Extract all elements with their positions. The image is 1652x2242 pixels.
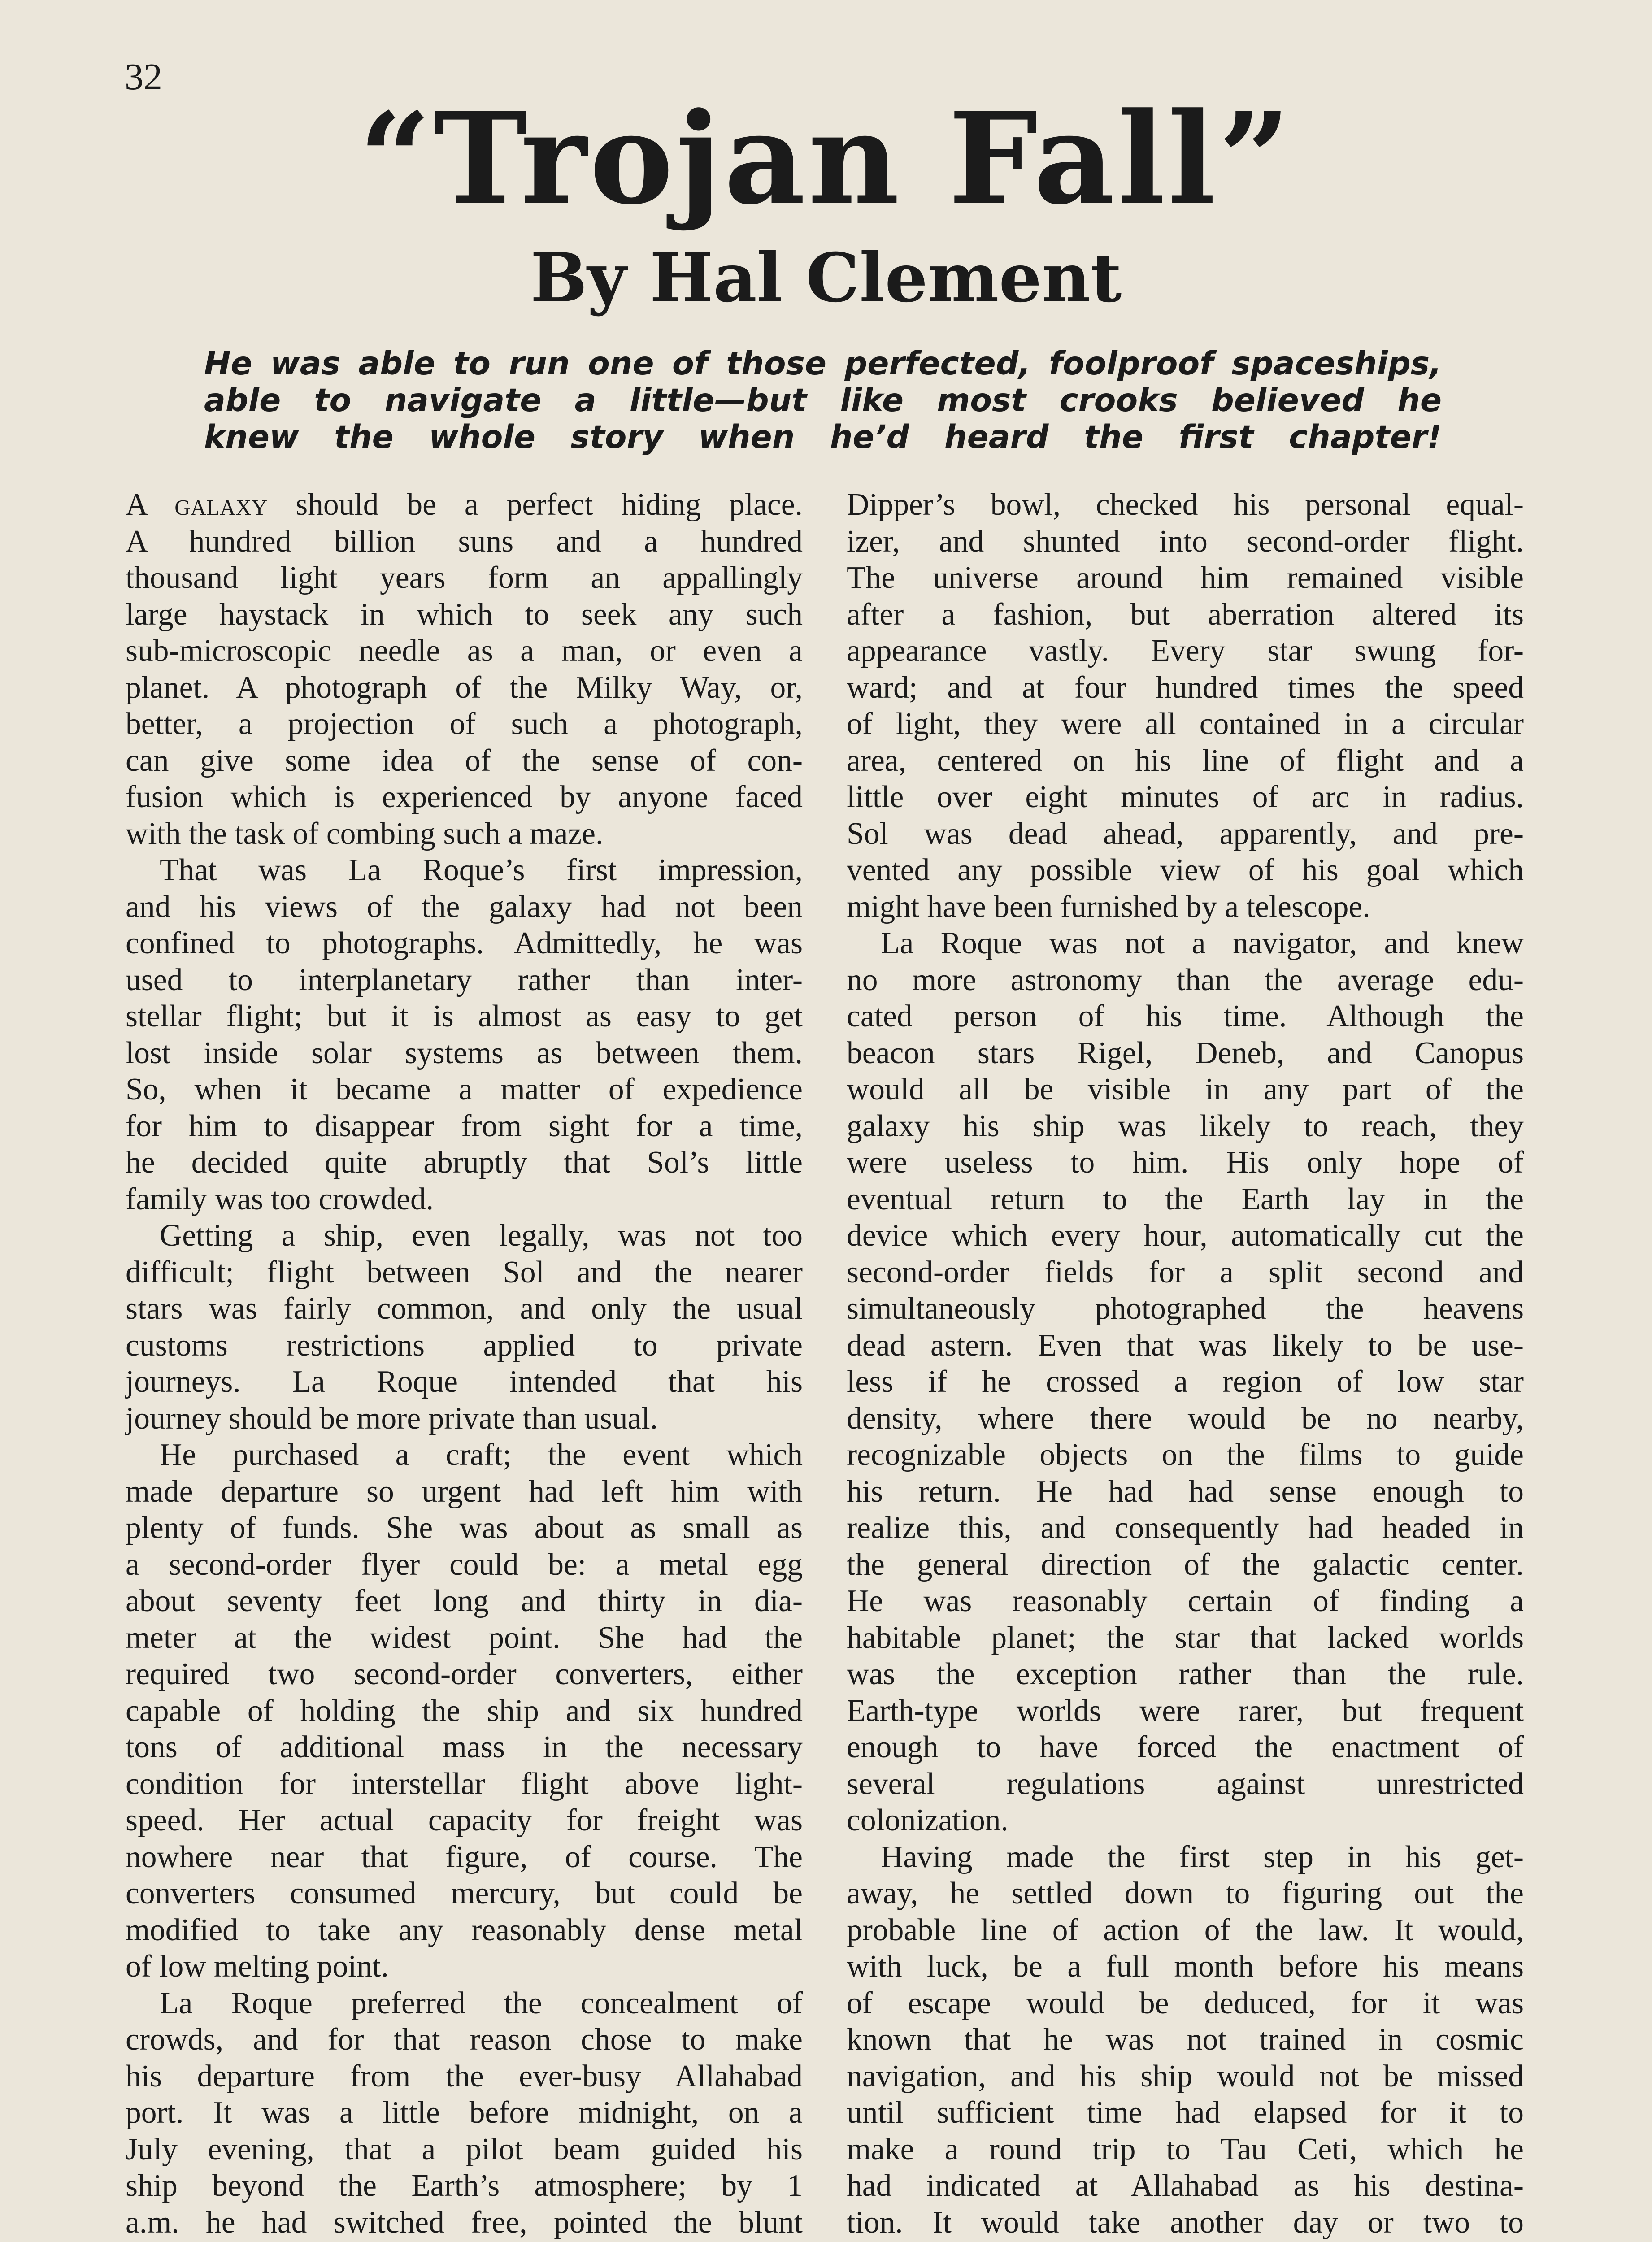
blurb-line: able to navigate a little—but like most crooks believed he: [204, 382, 1442, 419]
article-line: appearance vastly. Every star swung for-: [847, 634, 1524, 668]
article-line: large haystack in which to seek any such: [126, 597, 803, 632]
article-line: stellar flight; but it is almost as easy to get: [126, 999, 803, 1034]
article-line: journeys. La Roque intended that his: [126, 1364, 803, 1399]
article-line: better, a projection of such a photograph,: [126, 707, 803, 741]
article-line: fusion which is experienced by anyone faced: [126, 780, 803, 814]
article-line: of light, they were all contained in a circular: [847, 707, 1524, 741]
blurb: [204, 345, 1442, 456]
article-line: port. It was a little before midnight, on a: [126, 2095, 803, 2130]
article-line: sub-microscopic needle as a man, or even a: [126, 634, 803, 668]
article-line: nowhere near that figure, of course. The: [126, 1839, 803, 1874]
article-line: Sol was dead ahead, apparently, and pre-: [847, 816, 1524, 851]
article-line: no more astronomy than the average edu-: [847, 962, 1524, 997]
article-line: eventual return to the Earth lay in the: [847, 1182, 1524, 1217]
article-line: the general direction of the galactic center.: [847, 1547, 1524, 1582]
article-line: crowds, and for that reason chose to make: [126, 2022, 803, 2057]
article-line: speed. Her actual capacity for freight was: [126, 1803, 803, 1838]
article-line: after a fashion, but aberration altered its: [847, 597, 1524, 632]
article-line: known that he was not trained in cosmic: [847, 2022, 1524, 2057]
article-line: were useless to him. His only hope of: [847, 1145, 1524, 1180]
article-line: a.m. he had switched free, pointed the blunt: [126, 2205, 803, 2240]
article-line: was the exception rather than the rule.: [847, 1657, 1524, 1691]
article-line: a second-order flyer could be: a metal egg: [126, 1547, 803, 1582]
article-line: plenty of funds. She was about as small as: [126, 1511, 803, 1545]
article-line: The universe around him remained visible: [847, 560, 1524, 595]
article-line: So, when it became a matter of expedience: [126, 1072, 803, 1107]
article-line: thousand light years form an appallingly: [126, 560, 803, 595]
article-line: he decided quite abruptly that Sol’s little: [126, 1145, 803, 1180]
article-line: He was reasonably certain of finding a: [847, 1584, 1524, 1618]
right-column: [847, 487, 1524, 2242]
lead-smallcaps: galaxy: [174, 487, 268, 522]
article-line: Dipper’s bowl, checked his personal equal-: [847, 487, 1524, 522]
article-line: difficult; flight between Sol and the nearer: [126, 1255, 803, 1290]
article-line: can give some idea of the sense of con-: [126, 743, 803, 778]
article-line: of low melting point.: [126, 1949, 389, 1984]
article-line: simultaneously photographed the heavens: [847, 1291, 1524, 1326]
article-line: tons of additional mass in the necessary: [126, 1730, 803, 1764]
article-line: probable line of action of the law. It would,: [847, 1912, 1524, 1947]
article-line: La Roque was not a navigator, and knew: [881, 926, 1524, 960]
article-line: tion. It would take another day or two to: [847, 2205, 1524, 2240]
article-line: little over eight minutes of arc in radius.: [847, 780, 1524, 814]
article-line: navigation, and his ship would not be missed: [847, 2059, 1524, 2094]
article-line: planet. A photograph of the Milky Way, or,: [126, 670, 803, 705]
article-line: device which every hour, automatically cut the: [847, 1218, 1524, 1253]
article-line: with the task of combing such a maze.: [126, 816, 604, 851]
article-line: second-order fields for a split second and: [847, 1255, 1524, 1290]
article-line: capable of holding the ship and six hundred: [126, 1693, 803, 1728]
article-line: had indicated at Allahabad as his destina-: [847, 2168, 1524, 2203]
blurb-line: He was able to run one of those perfected, foolproof spaceships,: [204, 345, 1442, 382]
article-line: meter at the widest point. She had the: [126, 1620, 803, 1655]
article-line: for him to disappear from sight for a time,: [126, 1108, 803, 1143]
article-line: condition for interstellar flight above light-: [126, 1766, 803, 1801]
article-line: stars was fairly common, and only the usual: [126, 1291, 803, 1326]
article-line: dead astern. Even that was likely to be use-: [847, 1328, 1524, 1363]
article-line: realize this, and consequently had headed in: [847, 1511, 1524, 1545]
article-line: colonization.: [847, 1803, 1009, 1838]
article-line: enough to have forced the enactment of: [847, 1730, 1524, 1764]
article-line: galaxy his ship was likely to reach, they: [847, 1108, 1524, 1143]
article-line: would all be visible in any part of the: [847, 1072, 1524, 1107]
article-line: modified to take any reasonably dense metal: [126, 1912, 803, 1947]
article-line: customs restrictions applied to private: [126, 1328, 803, 1363]
article-line: made departure so urgent had left him with: [126, 1474, 803, 1509]
article-line: converters consumed mercury, but could be: [126, 1876, 803, 1911]
blurb-line: knew the whole story when he’d heard the first chapter!: [204, 418, 1442, 456]
article-line: A hundred billion suns and a hundred: [126, 524, 803, 559]
article-line: several regulations against unrestricted: [847, 1766, 1524, 1801]
byline: By Hal Clement: [530, 239, 1122, 317]
article-line: of escape would be deduced, for it was: [847, 1986, 1524, 2020]
article-line: La Roque preferred the concealment of: [160, 1986, 803, 2020]
article-line: cated person of his time. Although the: [847, 999, 1524, 1034]
article-line: vented any possible view of his goal which: [847, 853, 1524, 887]
article-line: with luck, be a full month before his means: [847, 1949, 1524, 1984]
article-line: Earth-type worlds were rarer, but frequent: [847, 1693, 1524, 1728]
article-line: Getting a ship, even legally, was not too: [160, 1218, 803, 1253]
article-line: recognizable objects on the films to guide: [847, 1438, 1524, 1472]
article-line: about seventy feet long and thirty in dia-: [126, 1584, 803, 1618]
article-line: ward; and at four hundred times the speed: [847, 670, 1524, 705]
article-line: make a round trip to Tau Ceti, which he: [847, 2132, 1524, 2167]
article-line: July evening, that a pilot beam guided his: [126, 2132, 803, 2167]
left-column: [126, 487, 803, 2242]
article-line: required two second-order converters, either: [126, 1657, 803, 1691]
article-line: A galaxy should be a perfect hiding place.: [126, 487, 803, 522]
article-line: confined to photographs. Admittedly, he was: [126, 926, 803, 960]
article-line: might have been furnished by a telescope.: [847, 889, 1370, 924]
article-line: his departure from the ever-busy Allahabad: [126, 2059, 803, 2094]
article-line: area, centered on his line of flight and a: [847, 743, 1524, 778]
article-line: That was La Roque’s first impression,: [160, 853, 803, 887]
article-line: He purchased a craft; the event which: [160, 1438, 803, 1472]
article-line: family was too crowded.: [126, 1182, 434, 1217]
story-title: “Trojan Fall”: [359, 85, 1293, 233]
article-line: less if he crossed a region of low star: [847, 1364, 1524, 1399]
article-line: used to interplanetary rather than inter-: [126, 962, 803, 997]
article-line: beacon stars Rigel, Deneb, and Canopus: [847, 1035, 1524, 1070]
article-line: Having made the first step in his get-: [881, 1839, 1524, 1874]
article-line: density, where there would be no nearby,: [847, 1401, 1524, 1436]
article-line: until sufficient time had elapsed for it to: [847, 2095, 1524, 2130]
article-line: away, he settled down to figuring out the: [847, 1876, 1524, 1911]
article-line: his return. He had had sense enough to: [847, 1474, 1524, 1509]
article-line: habitable planet; the star that lacked worlds: [847, 1620, 1524, 1655]
article-line: journey should be more private than usual.: [126, 1401, 658, 1436]
article-line: and his views of the galaxy had not been: [126, 889, 803, 924]
page-number: 32: [125, 56, 162, 98]
article-line: ship beyond the Earth’s atmosphere; by 1: [126, 2168, 803, 2203]
article-line: lost inside solar systems as between them.: [126, 1035, 803, 1070]
article-line: izer, and shunted into second-order flight.: [847, 524, 1524, 559]
